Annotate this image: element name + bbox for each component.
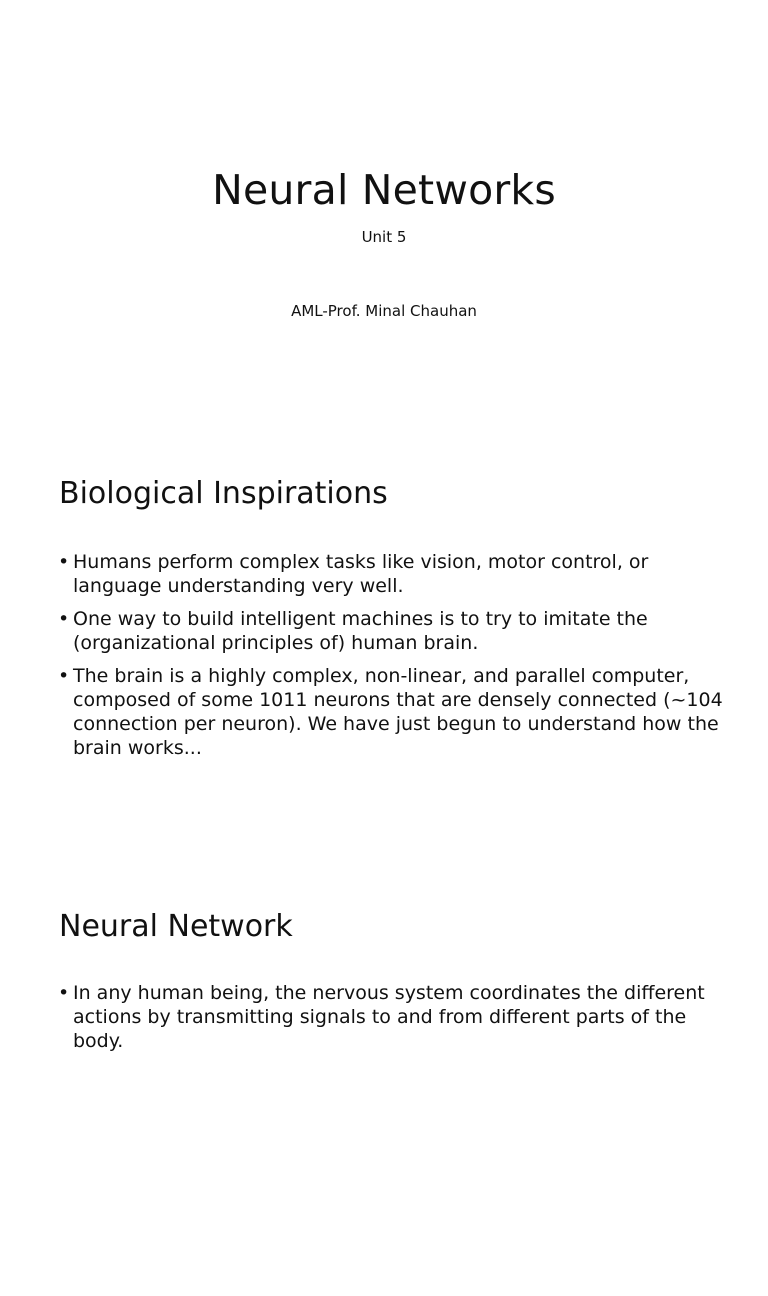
title-slide xyxy=(0,0,768,432)
bullet-item xyxy=(58,664,738,760)
bullet-icon: • xyxy=(58,551,70,573)
bullet-item xyxy=(58,981,738,1053)
bullet-text: In any human being, the nervous system coordinates the different actions by transmitting signals to and from different parts of the body. xyxy=(73,982,705,1052)
bullet-text: One way to build intelligent machines is to try to imitate the (organizational principles of) human brain. xyxy=(73,608,648,654)
slide-heading: Neural Network xyxy=(59,909,293,944)
presentation-title: Neural Networks xyxy=(212,166,556,214)
bullet-text: Humans perform complex tasks like vision, motor control, or language understanding very well. xyxy=(73,551,649,597)
bullet-list xyxy=(58,981,738,1062)
bullet-icon: • xyxy=(58,665,70,687)
biological-inspirations-slide xyxy=(0,432,768,864)
bullet-icon: • xyxy=(58,608,70,630)
author-line: AML-Prof. Minal Chauhan xyxy=(291,302,477,320)
bullet-item xyxy=(58,550,738,598)
unit-subtitle: Unit 5 xyxy=(361,228,407,246)
bullet-text: The brain is a highly complex, non-linear, and parallel computer, composed of some 1011 neurons that are densely connected (~104 connection per neuron). We have just begun to understand how the brain works... xyxy=(73,665,723,759)
slide-heading: Biological Inspirations xyxy=(59,476,388,511)
bullet-icon: • xyxy=(58,982,70,1004)
bullet-item xyxy=(58,607,738,655)
neural-network-slide xyxy=(0,864,768,1296)
bullet-list xyxy=(58,550,738,769)
